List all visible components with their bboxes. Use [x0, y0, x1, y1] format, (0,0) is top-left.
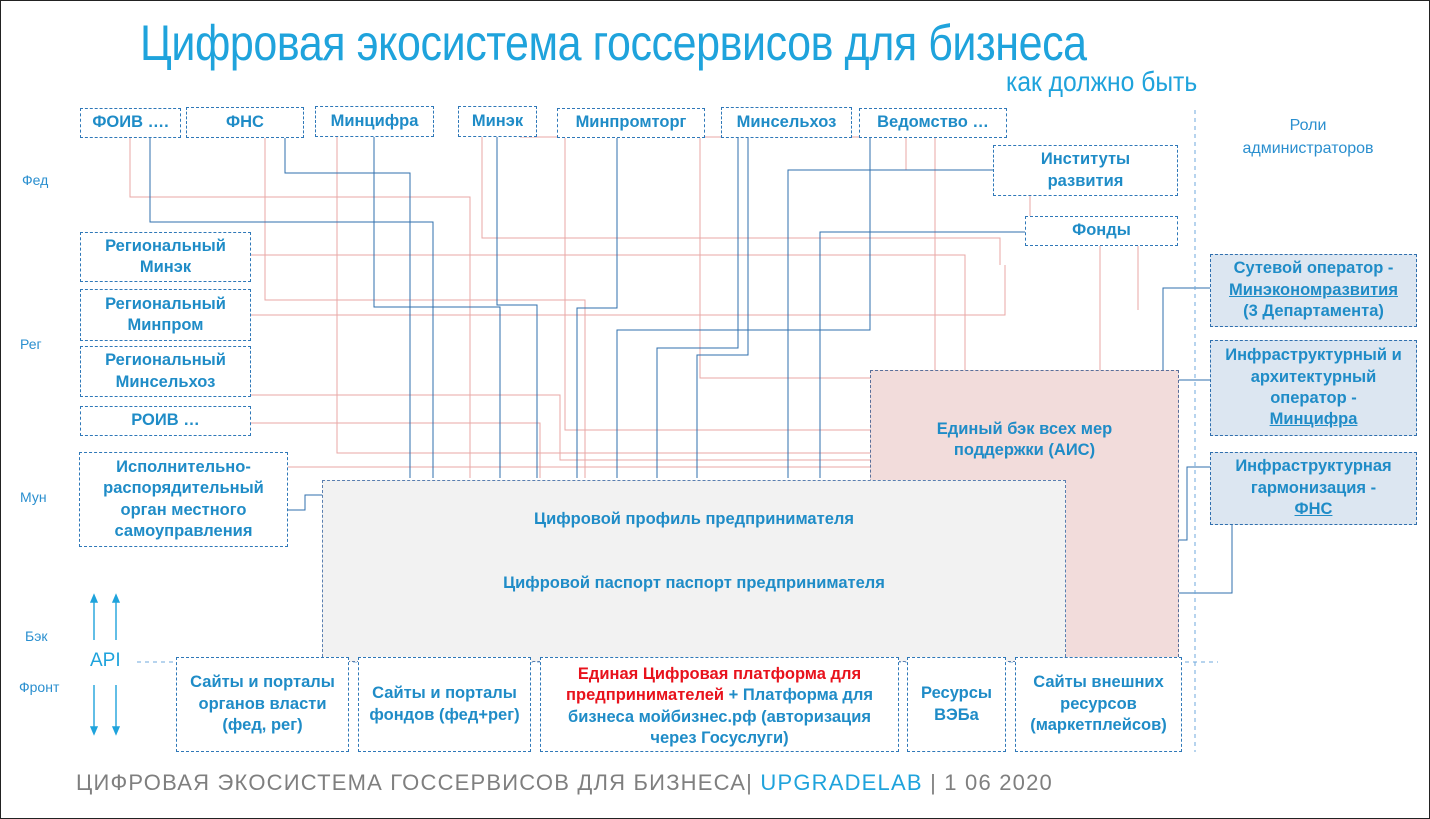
box-veb: Ресурсы ВЭБа	[907, 657, 1006, 752]
admin-3-link[interactable]: ФНС	[1294, 500, 1333, 519]
blue-connector	[1163, 288, 1210, 370]
page-title: Цифровая экосистема госсервисов для бизнеса	[140, 15, 1087, 71]
page-subtitle: как должно быть	[1006, 66, 1198, 97]
admin-2-link[interactable]: Минцифра	[1269, 410, 1358, 429]
footer-date: | 1 06 2020	[930, 770, 1053, 795]
pink-connector	[906, 137, 993, 170]
profile-label: Цифровой профиль предпринимателя	[534, 510, 854, 528]
box-minpromtorg: Минпромторг	[557, 108, 705, 138]
box-mincifra: Минцифра	[315, 106, 434, 137]
level-label-front: Фронт	[19, 679, 60, 695]
box-minek: Минэк	[458, 106, 537, 137]
box-reg-minek: Региональный Минэк	[80, 232, 251, 282]
passport-label: Цифровой паспорт паспорт предпринимателя	[503, 574, 885, 593]
pink-connector	[251, 395, 870, 460]
platform-title: Единая Цифровая платформа для предпринимателей	[566, 665, 862, 705]
footer	[76, 770, 1053, 796]
admin-2-text: Инфраструктурный и архитектурный оператор -	[1225, 346, 1402, 407]
admin-1-text: Сутевой оператор -	[1233, 259, 1394, 278]
blue-connector	[697, 137, 748, 478]
pink-connector	[251, 255, 965, 370]
level-label-reg: Рег	[20, 336, 42, 352]
blue-connector	[288, 495, 322, 510]
box-digital-platform	[540, 657, 899, 752]
pink-connector	[251, 423, 540, 478]
arrowhead-icon	[113, 727, 119, 734]
box-reg-minselhoz: Региональный Минсельхоз	[80, 346, 251, 397]
admin-1-note: (3 Департамента)	[1243, 302, 1384, 321]
blue-connector	[617, 138, 870, 478]
box-reg-minprom: Региональный Минпром	[80, 289, 251, 341]
box-fondy: Фонды	[1025, 216, 1178, 246]
box-roiv: РОИВ …	[80, 406, 251, 436]
box-sites-gov: Сайты и порталы органов власти (фед, рег)	[176, 657, 349, 752]
box-minselhoz: Минсельхоз	[721, 107, 852, 138]
pink-connector	[520, 137, 935, 370]
pink-connector	[565, 137, 870, 430]
box-admin-operator-3	[1210, 452, 1417, 525]
admin-3-text: Инфраструктурная гармонизация -	[1235, 457, 1392, 497]
box-instituty: Институты развития	[993, 145, 1178, 196]
level-label-back: Бэк	[25, 628, 48, 644]
pink-connector	[251, 265, 1005, 315]
blue-connector	[497, 137, 537, 478]
api-label: API	[90, 650, 121, 671]
arrowhead-icon	[91, 727, 97, 734]
footer-left: ЦИФРОВАЯ ЭКОСИСТЕМА ГОССЕРВИСОВ ДЛЯ БИЗНЕСА|	[76, 770, 754, 795]
roles-heading: Роли администраторов	[1242, 117, 1374, 158]
footer-brand: UPGRADELAB	[753, 770, 931, 795]
blue-connector	[374, 137, 500, 478]
box-admin-operator-1	[1210, 254, 1417, 327]
pink-connector	[337, 137, 870, 453]
arrowhead-icon	[113, 595, 119, 602]
level-label-fed: Фед	[22, 172, 49, 188]
box-fns: ФНС	[186, 107, 304, 138]
pink-connector	[700, 137, 870, 378]
arrowhead-icon	[91, 595, 97, 602]
box-digital-profile	[322, 480, 1066, 662]
pink-connector	[482, 137, 1000, 265]
box-sites-funds: Сайты и порталы фондов (фед+рег)	[358, 657, 531, 752]
level-label-mun: Мун	[20, 489, 47, 505]
box-municipal-organ: Исполнительно-распорядительный орган местного самоуправления	[79, 452, 288, 547]
box-external: Сайты внешних ресурсов (маркетплейсов)	[1015, 657, 1182, 752]
admin-1-link[interactable]: Минэкономразвития	[1229, 280, 1398, 299]
box-vedomstvo: Ведомство …	[859, 108, 1007, 138]
platform-desc: + Платформа для бизнеса мойбизнес.рф (авторизация через Госуслуги)	[568, 686, 873, 748]
ais-label: Единый бэк всех мер поддержки (АИС)	[936, 420, 1113, 460]
blue-connector	[577, 138, 617, 478]
box-admin-operator-2	[1210, 340, 1417, 436]
box-foiv: ФОИВ ….	[80, 108, 181, 138]
